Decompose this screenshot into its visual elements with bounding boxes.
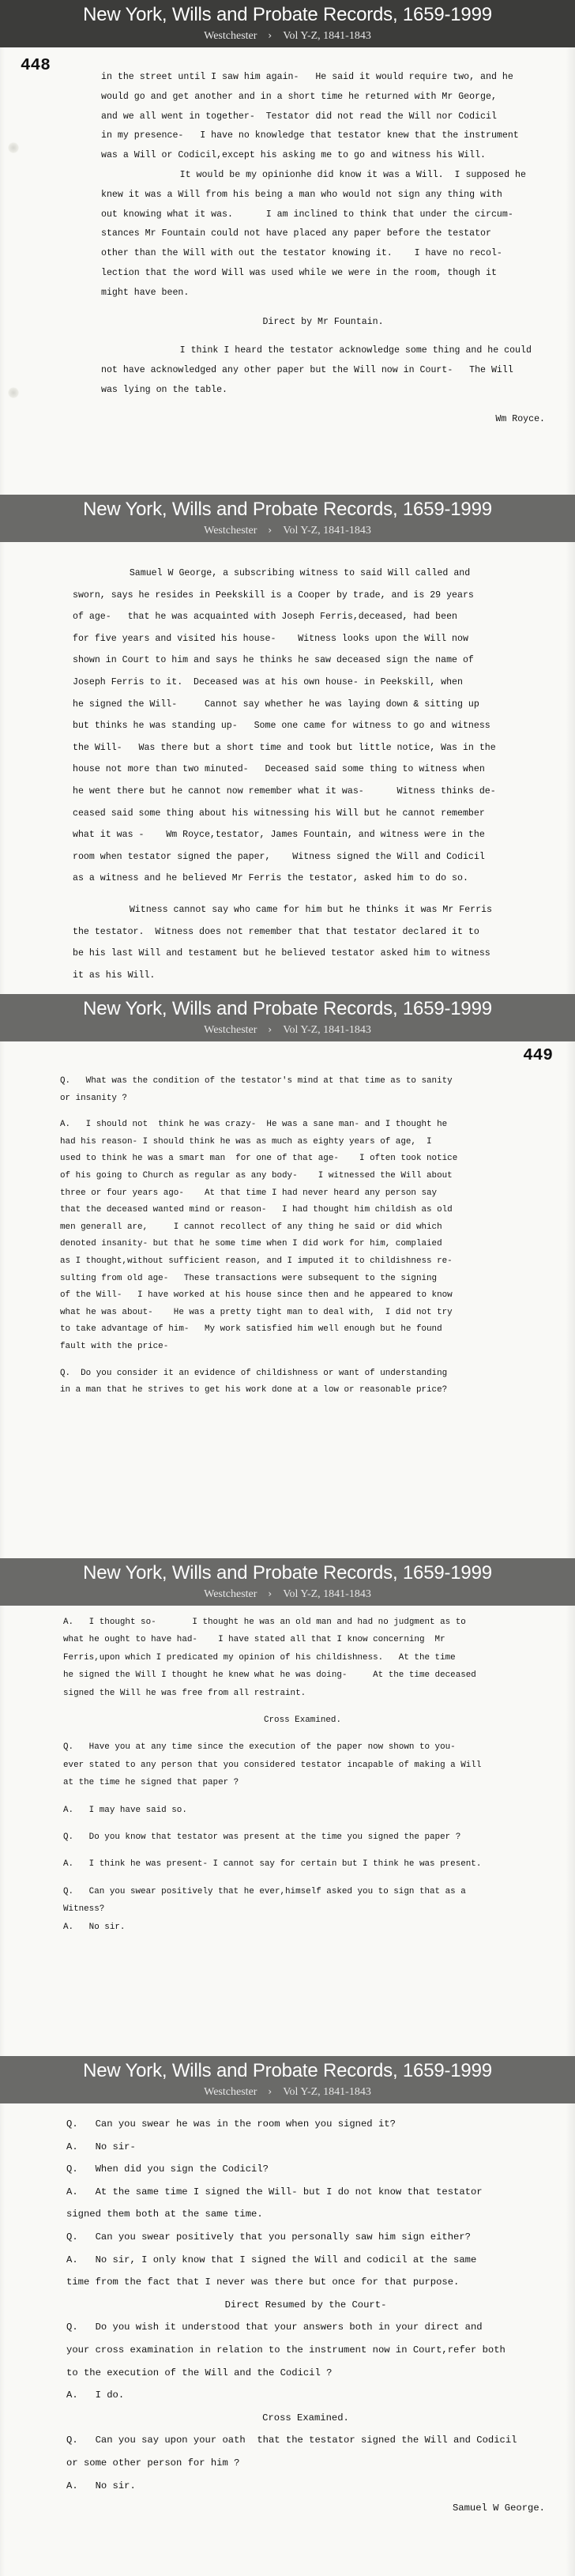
breadcrumb-county-link[interactable]: Westchester	[204, 1024, 257, 1036]
section-heading: Cross Examined.	[262, 2412, 349, 2423]
collection-title: New York, Wills and Probate Records, 1659-1999	[83, 1562, 492, 1584]
text-line: time from the fact that I never was there but once for that purpose.	[66, 2277, 460, 2288]
breadcrumb-volume[interactable]: Vol Y-Z, 1841-1843	[283, 525, 371, 537]
text-line: Q. Can you say upon your oath that the testator signed the Will and Codicil	[66, 2435, 517, 2446]
line-spacer	[101, 303, 545, 313]
document-image[interactable]	[0, 1041, 575, 1558]
text-line: A. I should not think he was crazy- He was a sane man- and I thought he	[60, 1120, 448, 1130]
transcribed-text	[73, 563, 543, 986]
breadcrumb	[0, 1587, 575, 1602]
witness-signature: Wm Royce.	[495, 413, 545, 424]
text-line: or some other person for him ?	[66, 2457, 240, 2469]
text-line: signed them both at the same time.	[66, 2209, 263, 2220]
line-spacer	[63, 1846, 542, 1855]
collection-header	[0, 2056, 575, 2103]
text-line: Joseph Ferris to it. Deceased was at his own house- in Peekskill, when	[73, 676, 463, 687]
text-line: in the street until I saw him again- He said it would require two, and he	[101, 72, 513, 82]
text-line: in my presence- I have no knowledge that testator knew that the instrument	[101, 130, 519, 141]
collection-title: New York, Wills and Probate Records, 1659-1999	[83, 4, 492, 25]
text-line: denoted insanity- but that he some time when I did work for him, complaied	[60, 1239, 442, 1249]
page-number: 448	[21, 57, 51, 75]
text-line: had his reason- I should think he was as much as eighty years of age, I	[60, 1136, 432, 1147]
breadcrumb-volume[interactable]: Vol Y-Z, 1841-1843	[283, 1024, 371, 1036]
breadcrumb	[0, 28, 575, 43]
text-line: would go and get another and in a short time he returned with Mr George,	[101, 91, 497, 102]
transcribed-text	[60, 1073, 539, 1399]
text-line: stances Mr Fountain could not have placed any paper before the testator	[101, 228, 491, 239]
text-line: signed the Will he was free from all restraint.	[63, 1688, 306, 1698]
breadcrumb-volume[interactable]: Vol Y-Z, 1841-1843	[283, 1588, 371, 1600]
text-line: that the deceased wanted mind or reason- I had thought him childish as old	[60, 1205, 453, 1215]
line-spacer	[63, 1874, 542, 1883]
text-line: and we all went in together- Testator did not read the Will nor Codicil	[101, 111, 497, 122]
line-spacer	[63, 1792, 542, 1802]
text-line: as a witness and he believed Mr Ferris the testator, asked him to do so.	[73, 873, 468, 884]
text-line: not have acknowledged any other paper but the Will now in Court- The Will	[101, 365, 513, 376]
text-line: Q. What was the condition of the testator's mind at that time as to sanity	[60, 1076, 453, 1086]
collection-header	[0, 495, 575, 542]
line-spacer	[101, 332, 545, 341]
text-line: of the Will- I have worked at his house since then and he appeared to know	[60, 1290, 453, 1301]
transcribed-text	[101, 68, 545, 430]
text-line: was a Will or Codicil,except his asking me to go and witness his Will.	[101, 150, 487, 161]
section-heading: Direct Resumed by the Court-	[224, 2299, 387, 2310]
text-line: I think I heard the testator acknowledge some thing and he could	[136, 345, 532, 356]
text-line: he signed the Will I thought he knew what he was doing- At the time deceased	[63, 1670, 476, 1681]
text-line: A. No sir-	[66, 2141, 136, 2152]
text-line: A. No sir, I only know that I signed the Will and codicil at the same	[66, 2254, 477, 2265]
line-spacer	[63, 1702, 542, 1712]
text-line: to take advantage of him- My work satisfied him well enough but he found	[60, 1324, 442, 1335]
text-line: A. No sir.	[63, 1922, 126, 1932]
document-image[interactable]	[0, 542, 575, 994]
text-line: what it was - Wm Royce,testator, James Fountain, and witness were in the	[73, 830, 485, 841]
collection-header	[0, 0, 575, 47]
text-line: of age- that he was acquainted with Joseph Ferris,deceased, had been	[73, 612, 458, 623]
text-line: Q. Do you consider it an evidence of childishness or want of understanding	[60, 1368, 448, 1378]
text-line: Q. Can you swear positively that you personally saw him sign either?	[66, 2231, 471, 2243]
punch-hole	[8, 387, 19, 398]
text-line: ever stated to any person that you considered testator incapable of making a Will	[63, 1760, 482, 1770]
text-line: what he ought to have had- I have stated all that I know concerning Mr	[63, 1635, 445, 1645]
breadcrumb-county-link[interactable]: Westchester	[204, 2086, 257, 2098]
text-line: shown in Court to him and says he thinks he saw deceased sign the name of	[73, 655, 474, 666]
line-spacer	[60, 1356, 539, 1365]
text-line: the testator. Witness does not remember that that testator declared it to	[73, 926, 479, 937]
text-line: sworn, says he resides in Peekskill is a Cooper by trade, and is 29 years	[73, 589, 474, 601]
breadcrumb	[0, 1022, 575, 1038]
punch-hole	[8, 142, 19, 153]
line-spacer	[101, 401, 545, 410]
text-line: of his going to Church as regular as any body- I witnessed the Will about	[60, 1170, 453, 1181]
text-line: A. I thought so- I thought he was an old man and had no judgment as to	[63, 1618, 466, 1627]
text-line: used to think he was a smart man for one of that age- I often took notice	[60, 1154, 458, 1164]
section-heading: Direct by Mr Fountain.	[262, 316, 384, 327]
text-line: sulting from old age- These transactions were subsequent to the signing	[60, 1273, 438, 1283]
text-line: Q. When did you sign the Codicil?	[66, 2164, 269, 2175]
transcribed-text	[66, 2113, 545, 2520]
text-line: Witness?	[63, 1904, 105, 1915]
text-line: out knowing what it was. I am inclined to think that under the circum-	[101, 209, 513, 220]
document-image[interactable]	[0, 2103, 575, 2576]
breadcrumb-volume[interactable]: Vol Y-Z, 1841-1843	[283, 30, 371, 42]
text-line: men generall are, I cannot recollect of any thing he said or did which	[60, 1222, 442, 1232]
collection-title: New York, Wills and Probate Records, 1659-1999	[83, 499, 492, 520]
document-image[interactable]	[0, 1606, 575, 2056]
text-line: A. At the same time I signed the Will- but I do not know that testator	[66, 2186, 483, 2198]
text-line: Witness cannot say who came for him but he thinks it was Mr Ferris	[107, 904, 493, 915]
collection-title: New York, Wills and Probate Records, 1659-1999	[83, 998, 492, 1019]
text-line: what he was about- He was a pretty tight man to deal with, I did not try	[60, 1307, 453, 1317]
text-line: Q. Do you wish it understood that your answers both in your direct and	[66, 2322, 483, 2333]
text-line: might have been.	[101, 287, 190, 298]
text-line: ceased said some thing about his witnessing his Will but he cannot remember	[73, 808, 485, 819]
text-line: for five years and visited his house- Witness looks upon the Will now	[73, 633, 468, 644]
witness-signature: Samuel W George.	[452, 2503, 545, 2514]
text-line: A. No sir.	[66, 2480, 136, 2491]
line-spacer	[63, 1729, 542, 1738]
line-spacer	[63, 1819, 542, 1828]
text-line: to the execution of the Will and the Codicil ?	[66, 2367, 333, 2378]
text-line: but thinks he was standing up- Some one came for witness to go and witness	[73, 721, 490, 732]
text-line: lection that the word Will was used while we were in the room, though it	[101, 267, 497, 278]
page-number: 449	[523, 1047, 553, 1065]
breadcrumb	[0, 2085, 575, 2100]
text-line: at the time he signed that paper ?	[63, 1778, 239, 1788]
text-line: It would be my opinionhe did know it was a Will. I supposed he	[136, 169, 526, 180]
text-line: Q. Have you at any time since the execution of the paper now shown to you-	[63, 1742, 456, 1753]
breadcrumb	[0, 523, 575, 538]
breadcrumb-county-link[interactable]: Westchester	[204, 30, 257, 42]
text-line: Q. Can you swear positively that he ever,himself asked you to sign that as a	[63, 1886, 466, 1896]
section-heading: Cross Examined.	[263, 1715, 342, 1726]
text-line: the Will- Was there but a short time and took but little notice, Was in the	[73, 742, 496, 753]
breadcrumb-county-link[interactable]: Westchester	[204, 525, 257, 537]
text-line: Q. Can you swear he was in the room when you signed it?	[66, 2118, 396, 2130]
document-image[interactable]	[0, 47, 575, 495]
text-line: room when testator signed the paper, Witness signed the Will and Codicil	[73, 851, 485, 862]
text-line: other than the Will with out the testator knowing it. I have no recol-	[101, 248, 502, 259]
text-line: in a man that he strives to get his work done at a low or reasonable price?	[60, 1385, 448, 1395]
text-line: knew it was a Will from his being a man who would not sign any thing with	[101, 189, 502, 200]
text-line: A. I may have said so.	[63, 1805, 187, 1815]
collection-title: New York, Wills and Probate Records, 1659-1999	[83, 2060, 492, 2081]
text-line: Samuel W George, a subscribing witness to said Will called and	[107, 568, 471, 578]
chevron-right-icon: ›	[268, 1588, 272, 1599]
collection-header	[0, 994, 575, 1041]
text-line: he went there but he cannot now remember what it was- Witness thinks de-	[73, 785, 496, 797]
text-line: it as his Will.	[73, 970, 156, 981]
text-line: fault with the price-	[60, 1341, 169, 1351]
text-line: Q. Do you know that testator was present at the time you signed the paper ?	[63, 1832, 461, 1843]
collection-header	[0, 1558, 575, 1606]
text-line: or insanity ?	[60, 1093, 127, 1103]
text-line: your cross examination in relation to the instrument now in Court,refer both	[66, 2344, 505, 2356]
text-line: was lying on the table.	[101, 384, 228, 395]
breadcrumb-volume[interactable]: Vol Y-Z, 1841-1843	[283, 2086, 371, 2098]
chevron-right-icon: ›	[268, 1024, 272, 1035]
line-spacer	[60, 1107, 539, 1117]
text-line: be his last Will and testament but he believed testator asked him to witness	[73, 948, 490, 959]
text-line: Ferris,upon which I predicated my opinion of his childishness. At the time	[63, 1652, 456, 1663]
text-line: he signed the Will- Cannot say whether he was laying down & sitting up	[73, 699, 479, 710]
transcribed-text	[63, 1614, 542, 1936]
text-line: house not more than two minuted- Deceased said some thing to witness when	[73, 764, 485, 775]
text-line: A. I do.	[66, 2390, 125, 2401]
chevron-right-icon: ›	[268, 2086, 272, 2097]
chevron-right-icon: ›	[268, 525, 272, 536]
breadcrumb-county-link[interactable]: Westchester	[204, 1588, 257, 1600]
text-line: three or four years ago- At that time I had never heard any person say	[60, 1188, 438, 1198]
chevron-right-icon: ›	[268, 30, 272, 41]
text-line: A. I think he was present- I cannot say for certain but I think he was present.	[63, 1859, 482, 1870]
text-line: as I thought,without sufficient reason, and I imputed it to childishness re-	[60, 1256, 453, 1266]
line-spacer	[73, 890, 543, 899]
